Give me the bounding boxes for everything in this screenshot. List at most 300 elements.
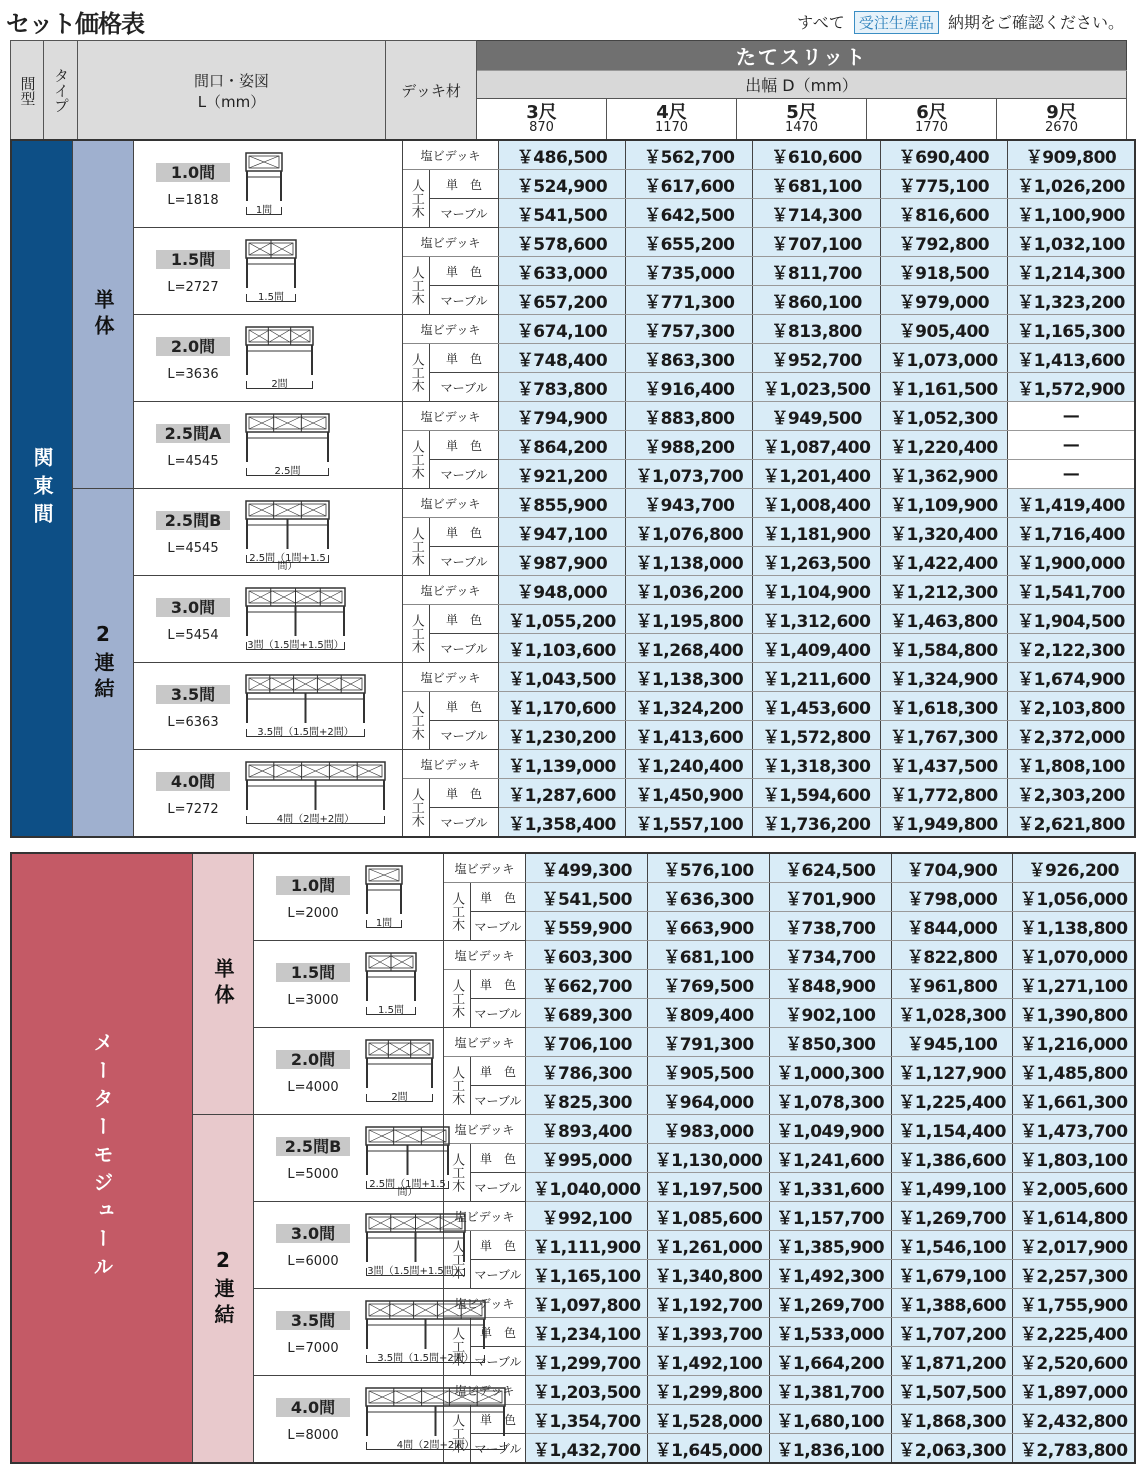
size-length: L=5454 <box>167 628 219 643</box>
section-label <box>11 853 193 1463</box>
jinkou-label <box>403 779 430 838</box>
price-cell: ￥1,052,300 <box>880 402 1007 431</box>
price-cell: ￥1,323,200 <box>1008 286 1135 315</box>
price-cell: ￥1,241,600 <box>769 1144 891 1173</box>
price-cell: ￥690,400 <box>880 140 1007 170</box>
price-cell: ￥578,600 <box>498 228 625 257</box>
jinkou-text: 人工木 <box>449 892 465 931</box>
price-cell: ￥1,473,700 <box>1013 1115 1135 1144</box>
price-cell: ￥617,600 <box>626 170 753 199</box>
price-cell: ￥1,354,700 <box>526 1405 648 1434</box>
price-cell: ￥791,300 <box>648 1028 770 1057</box>
price-cell: ￥1,211,600 <box>753 663 880 692</box>
price-cell: ￥813,800 <box>753 315 880 344</box>
price-cell: ￥1,240,400 <box>626 750 753 779</box>
size-name: 2.5間B <box>276 1137 350 1156</box>
price-cell: ￥642,500 <box>626 199 753 228</box>
price-cell: ￥1,139,000 <box>498 750 625 779</box>
marble-label: マーブル <box>430 808 499 838</box>
price-cell: ￥1,109,900 <box>880 489 1007 518</box>
price-cell: ￥949,500 <box>753 402 880 431</box>
tanshoku-label: 単 色 <box>470 1231 526 1260</box>
size-name: 3.5間 <box>276 1311 350 1330</box>
price-cell: ￥1,043,500 <box>498 663 625 692</box>
size-dimension: 2.5間 <box>246 468 329 476</box>
price-cell: ￥1,157,700 <box>769 1202 891 1231</box>
price-cell: ￥1,032,100 <box>1008 228 1135 257</box>
price-cell: ￥1,381,700 <box>769 1376 891 1405</box>
price-cell: ￥1,324,900 <box>880 663 1007 692</box>
size-dimension: 1.5間 <box>366 1007 416 1015</box>
jinkou-label <box>403 257 430 315</box>
price-cell: ￥636,300 <box>648 883 770 912</box>
jinkou-text: 人工木 <box>408 701 424 740</box>
price-cell: ￥988,200 <box>626 431 753 460</box>
price-cell: ￥1,161,500 <box>880 373 1007 402</box>
price-cell: ￥995,000 <box>526 1144 648 1173</box>
table-row <box>11 576 1135 605</box>
size-length: L=5000 <box>287 1167 339 1182</box>
price-cell: ￥603,300 <box>526 941 648 970</box>
price-cell: ￥1,078,300 <box>769 1086 891 1115</box>
price-cell: ￥1,900,000 <box>1008 547 1135 576</box>
size-length: L=3000 <box>287 993 339 1008</box>
price-cell: ￥735,000 <box>626 257 753 286</box>
price-cell: ￥1,049,900 <box>769 1115 891 1144</box>
price-cell: ￥1,664,200 <box>769 1347 891 1376</box>
tanshoku-label: 単 色 <box>430 170 499 199</box>
size-length: L=7272 <box>167 802 219 817</box>
size-length: L=6363 <box>167 715 219 730</box>
price-cell: ￥1,324,200 <box>626 692 753 721</box>
price-cell: ￥738,700 <box>769 912 891 941</box>
jinkou-text: 人工木 <box>408 527 424 566</box>
price-cell: ￥1,261,000 <box>648 1231 770 1260</box>
size-name: 1.5間 <box>276 963 350 982</box>
jinkou-text: 人工木 <box>449 1153 465 1192</box>
price-cell: ￥1,181,900 <box>753 518 880 547</box>
price-cell: ￥1,432,700 <box>526 1434 648 1464</box>
price-cell: ￥757,300 <box>626 315 753 344</box>
size-length: L=2727 <box>167 280 219 295</box>
pergola-diagram-icon <box>244 325 319 381</box>
pergola-diagram-icon <box>244 151 288 207</box>
price-cell: ￥905,500 <box>648 1057 770 1086</box>
size-dimension: 1.5間 <box>246 294 296 302</box>
price-cell: ￥1,485,800 <box>1013 1057 1135 1086</box>
price-cell: ￥909,800 <box>1008 140 1135 170</box>
tanshoku-label: 単 色 <box>430 431 499 460</box>
table-row <box>11 315 1135 344</box>
tanshoku-label: 単 色 <box>470 970 526 999</box>
price-cell: ￥559,900 <box>526 912 648 941</box>
price-cell: ￥1,572,800 <box>753 721 880 750</box>
table-row <box>11 853 1135 883</box>
price-cell: ￥1,492,100 <box>648 1347 770 1376</box>
price-cell: ￥2,103,800 <box>1008 692 1135 721</box>
price-cell: ￥624,500 <box>769 853 891 883</box>
deck-label: 塩ビデッキ <box>403 750 499 779</box>
price-cell: ￥1,299,700 <box>526 1347 648 1376</box>
header-depth: 出幅 D（mm） <box>477 71 1127 99</box>
price-cell: ￥1,803,100 <box>1013 1144 1135 1173</box>
price-cell: ￥1,437,500 <box>880 750 1007 779</box>
pergola-diagram-icon <box>244 586 351 642</box>
note-prefix: すべて <box>797 13 845 32</box>
size-cell <box>254 1115 444 1202</box>
price-cell: ￥748,400 <box>498 344 625 373</box>
marble-label: マーブル <box>430 199 499 228</box>
price-cell: ￥681,100 <box>648 941 770 970</box>
price-cell: ￥2,520,600 <box>1013 1347 1135 1376</box>
price-cell: ￥918,500 <box>880 257 1007 286</box>
price-cell: ￥1,097,800 <box>526 1289 648 1318</box>
table-row <box>11 663 1135 692</box>
order-note <box>797 10 1124 34</box>
price-cell: ￥541,500 <box>526 883 648 912</box>
price-cell: ￥681,100 <box>753 170 880 199</box>
price-cell: ￥486,500 <box>498 140 625 170</box>
price-cell: ￥541,500 <box>498 199 625 228</box>
size-name: 2.5間B <box>156 511 230 530</box>
price-cell: ￥1,130,000 <box>648 1144 770 1173</box>
price-cell: ￥1,808,100 <box>1008 750 1135 779</box>
pergola-diagram-icon <box>364 1038 439 1094</box>
size-cell <box>254 941 444 1028</box>
jinkou-text: 人工木 <box>408 614 424 653</box>
price-cell: ￥1,085,600 <box>648 1202 770 1231</box>
price-cell: ￥562,700 <box>626 140 753 170</box>
size-cell <box>254 853 444 941</box>
size-length: L=8000 <box>287 1428 339 1443</box>
type-label-text: 2連結 <box>211 1247 235 1330</box>
tanshoku-label: 単 色 <box>430 692 499 721</box>
price-cell: ￥916,400 <box>626 373 753 402</box>
price-cell: ￥1,362,900 <box>880 460 1007 489</box>
size-name: 3.0間 <box>156 598 230 617</box>
tanshoku-label: 単 色 <box>430 605 499 634</box>
pergola-diagram-icon <box>244 499 335 555</box>
price-cell: ￥2,122,300 <box>1008 634 1135 663</box>
price-cell: ￥1,546,100 <box>891 1231 1013 1260</box>
price-cell: ￥1,087,400 <box>753 431 880 460</box>
price-cell: ￥792,800 <box>880 228 1007 257</box>
tanshoku-label: 単 色 <box>470 1144 526 1173</box>
marble-label: マーブル <box>470 1347 526 1376</box>
section-label-text: メーターモジュール <box>90 1032 114 1284</box>
deck-label: 塩ビデッキ <box>443 1115 526 1144</box>
price-cell: ￥964,000 <box>648 1086 770 1115</box>
price-cell: ￥775,100 <box>880 170 1007 199</box>
price-cell: ￥707,100 <box>753 228 880 257</box>
price-cell: ￥1,056,000 <box>1013 883 1135 912</box>
price-cell: ￥850,300 <box>769 1028 891 1057</box>
price-cell: ￥1,008,400 <box>753 489 880 518</box>
price-cell: ￥816,600 <box>880 199 1007 228</box>
size-dimension: 1間 <box>246 207 282 215</box>
size-dimension: 3間（1.5間+1.5間） <box>247 640 344 651</box>
deck-label: 塩ビデッキ <box>443 1376 526 1405</box>
tanshoku-label: 単 色 <box>430 518 499 547</box>
type-label <box>193 1115 254 1464</box>
size-cell <box>134 402 403 489</box>
marble-label: マーブル <box>470 912 526 941</box>
price-cell: ￥662,700 <box>526 970 648 999</box>
price-cell: ￥1,528,000 <box>648 1405 770 1434</box>
price-cell: ￥952,700 <box>753 344 880 373</box>
price-cell: ￥905,400 <box>880 315 1007 344</box>
price-cell: ￥610,600 <box>753 140 880 170</box>
price-cell: ￥1,331,600 <box>769 1173 891 1202</box>
price-cell: ￥734,700 <box>769 941 891 970</box>
price-cell: ￥1,220,400 <box>880 431 1007 460</box>
price-cell: ￥1,138,800 <box>1013 912 1135 941</box>
header-column-3: 6尺 1770 <box>867 99 997 141</box>
size-name: 2.0間 <box>276 1050 350 1069</box>
size-name: 1.0間 <box>156 163 230 182</box>
price-cell: ￥983,000 <box>648 1115 770 1144</box>
price-cell: ￥1,736,200 <box>753 808 880 838</box>
deck-label: 塩ビデッキ <box>443 853 526 883</box>
deck-label: 塩ビデッキ <box>403 228 499 257</box>
price-cell: ￥1,269,700 <box>769 1289 891 1318</box>
price-cell: ￥2,372,000 <box>1008 721 1135 750</box>
price-cell: ￥1,772,800 <box>880 779 1007 808</box>
price-cell: ￥706,100 <box>526 1028 648 1057</box>
jinkou-label <box>403 431 430 489</box>
price-cell: ￥689,300 <box>526 999 648 1028</box>
type-label <box>73 489 134 838</box>
jinkou-label <box>403 518 430 576</box>
price-cell: ￥1,138,300 <box>626 663 753 692</box>
price-cell: ￥1,645,000 <box>648 1434 770 1464</box>
header-type: タイプ <box>44 41 78 141</box>
price-cell: ￥825,300 <box>526 1086 648 1115</box>
price-cell: ￥1,271,100 <box>1013 970 1135 999</box>
size-dimension: 2間 <box>366 1094 433 1102</box>
size-dimension: 2.5間（1間+1.5間） <box>366 1181 449 1189</box>
price-cell: ￥1,036,200 <box>626 576 753 605</box>
pergola-diagram-icon <box>364 864 408 920</box>
header-size: 間口・姿図 L（mm） <box>78 41 386 141</box>
price-cell: ￥786,300 <box>526 1057 648 1086</box>
jinkou-label <box>403 605 430 663</box>
size-name: 3.0間 <box>276 1224 350 1243</box>
price-cell: ￥943,700 <box>626 489 753 518</box>
price-cell: ￥1,419,400 <box>1008 489 1135 518</box>
price-cell: ￥1,614,800 <box>1013 1202 1135 1231</box>
price-cell: ￥1,716,400 <box>1008 518 1135 547</box>
price-cell: ￥1,203,500 <box>526 1376 648 1405</box>
price-cell: ￥1,557,100 <box>626 808 753 838</box>
price-cell: ￥1,618,300 <box>880 692 1007 721</box>
size-dimension: 3.5間（1.5間+2間） <box>366 1355 485 1363</box>
size-cell <box>134 140 403 228</box>
price-cell: ￥822,800 <box>891 941 1013 970</box>
price-cell: ￥893,400 <box>526 1115 648 1144</box>
price-cell: ￥524,900 <box>498 170 625 199</box>
price-cell: ￥1,312,600 <box>753 605 880 634</box>
price-cell: ￥1,868,300 <box>891 1405 1013 1434</box>
pergola-diagram-icon <box>244 238 302 294</box>
price-cell: ￥1,584,800 <box>880 634 1007 663</box>
price-cell: ￥657,200 <box>498 286 625 315</box>
price-cell: ￥1,299,800 <box>648 1376 770 1405</box>
price-cell: ￥1,755,900 <box>1013 1289 1135 1318</box>
price-cell: ￥855,900 <box>498 489 625 518</box>
price-cell: ￥1,572,900 <box>1008 373 1135 402</box>
type-label <box>193 853 254 1115</box>
price-cell: ￥771,300 <box>626 286 753 315</box>
price-cell: ￥1,216,000 <box>1013 1028 1135 1057</box>
size-name: 4.0間 <box>276 1398 350 1417</box>
size-dimension: 3間（1.5間+1.5間） <box>367 1266 464 1277</box>
tanshoku-label: 単 色 <box>430 344 499 373</box>
header-column-2: 5尺 1470 <box>737 99 867 141</box>
header-deck: デッキ材 <box>386 41 477 141</box>
size-dimension: 4間（2間+2間） <box>366 1442 505 1450</box>
price-cell: ￥1,197,500 <box>648 1173 770 1202</box>
price-cell: ￥1,463,800 <box>880 605 1007 634</box>
price-cell: ￥2,621,800 <box>1008 808 1135 838</box>
price-cell: ￥798,000 <box>891 883 1013 912</box>
price-cell: ￥1,413,600 <box>626 721 753 750</box>
price-cell: ￥1,949,800 <box>880 808 1007 838</box>
size-name: 2.0間 <box>156 337 230 356</box>
price-cell: ￥1,386,600 <box>891 1144 1013 1173</box>
jinkou-text: 人工木 <box>449 979 465 1018</box>
price-cell: ￥1,201,400 <box>753 460 880 489</box>
price-cell: ￥1,385,900 <box>769 1231 891 1260</box>
header-product: たてスリット <box>477 41 1127 71</box>
jinkou-text: 人工木 <box>408 788 424 827</box>
price-cell: ￥1,390,800 <box>1013 999 1135 1028</box>
type-label-text: 単体 <box>91 288 115 341</box>
table-row <box>11 489 1135 518</box>
table-row <box>11 750 1135 779</box>
price-cell: — <box>1008 402 1135 431</box>
size-length: L=4000 <box>287 1080 339 1095</box>
note-suffix: 納期をご確認ください。 <box>947 13 1124 32</box>
jinkou-label <box>403 170 430 228</box>
price-cell: ￥704,900 <box>891 853 1013 883</box>
price-cell: ￥1,127,900 <box>891 1057 1013 1086</box>
price-cell: ￥2,017,900 <box>1013 1231 1135 1260</box>
price-cell: ￥1,707,200 <box>891 1318 1013 1347</box>
price-cell: ￥992,100 <box>526 1202 648 1231</box>
price-cell: ￥926,200 <box>1013 853 1135 883</box>
section-label-text: 関東間 <box>30 446 54 531</box>
page-title: セット価格表 <box>6 10 144 38</box>
price-cell: ￥863,300 <box>626 344 753 373</box>
price-cell: ￥1,076,800 <box>626 518 753 547</box>
price-cell: ￥979,000 <box>880 286 1007 315</box>
price-cell: ￥1,904,500 <box>1008 605 1135 634</box>
size-cell <box>134 576 403 663</box>
price-cell: ￥1,594,600 <box>753 779 880 808</box>
marble-label: マーブル <box>430 547 499 576</box>
size-dimension: 2間 <box>246 381 313 389</box>
price-cell: ￥1,234,100 <box>526 1318 648 1347</box>
price-cell: ￥1,165,300 <box>1008 315 1135 344</box>
marble-label: マーブル <box>470 1260 526 1289</box>
price-cell: ￥1,195,800 <box>626 605 753 634</box>
tanshoku-label: 単 色 <box>470 1405 526 1434</box>
size-dimension: 2.5間（1間+1.5間） <box>246 555 329 563</box>
price-cell: ￥674,100 <box>498 315 625 344</box>
deck-label: 塩ビデッキ <box>443 1028 526 1057</box>
marble-label: マーブル <box>430 286 499 315</box>
price-cell: ￥1,230,200 <box>498 721 625 750</box>
price-cell: ￥1,023,500 <box>753 373 880 402</box>
price-cell: ￥1,154,400 <box>891 1115 1013 1144</box>
section-label <box>11 140 73 837</box>
size-cell <box>254 1028 444 1115</box>
price-cell: ￥714,300 <box>753 199 880 228</box>
pergola-diagram-icon <box>244 673 371 729</box>
size-length: L=7000 <box>287 1341 339 1356</box>
price-cell: ￥663,900 <box>648 912 770 941</box>
jinkou-text: 人工木 <box>449 1240 465 1279</box>
price-cell: ￥2,225,400 <box>1013 1318 1135 1347</box>
price-table-header <box>10 40 1127 141</box>
jinkou-text: 人工木 <box>449 1066 465 1105</box>
section-meter-module <box>10 852 1136 1464</box>
price-cell: ￥1,103,600 <box>498 634 625 663</box>
price-cell: ￥1,388,600 <box>891 1289 1013 1318</box>
deck-label: 塩ビデッキ <box>403 663 499 692</box>
pergola-diagram-icon <box>364 1386 511 1442</box>
price-cell: ￥1,028,300 <box>891 999 1013 1028</box>
jinkou-label <box>443 1057 470 1115</box>
section-kanto <box>10 139 1136 838</box>
jinkou-text: 人工木 <box>408 440 424 479</box>
price-cell: ￥1,836,100 <box>769 1434 891 1464</box>
tanshoku-label: 単 色 <box>430 779 499 808</box>
type-label-text: 2連結 <box>91 621 115 704</box>
price-cell: ￥2,063,300 <box>891 1434 1013 1464</box>
price-cell: ￥947,100 <box>498 518 625 547</box>
tanshoku-label: 単 色 <box>470 1057 526 1086</box>
price-cell: ￥1,661,300 <box>1013 1086 1135 1115</box>
size-length: L=2000 <box>287 906 339 921</box>
price-cell: ￥1,320,400 <box>880 518 1007 547</box>
price-cell: ￥945,100 <box>891 1028 1013 1057</box>
price-cell: ￥701,900 <box>769 883 891 912</box>
made-to-order-badge: 受注生産品 <box>854 11 939 34</box>
price-cell: ￥783,800 <box>498 373 625 402</box>
price-cell: ￥1,450,900 <box>626 779 753 808</box>
jinkou-text: 人工木 <box>449 1327 465 1366</box>
pergola-diagram-icon <box>244 412 335 468</box>
price-cell: ￥1,680,100 <box>769 1405 891 1434</box>
type-label-text: 単体 <box>211 958 235 1010</box>
size-name: 4.0間 <box>156 772 230 791</box>
pergola-diagram-icon <box>364 951 422 1007</box>
price-cell: ￥809,400 <box>648 999 770 1028</box>
price-cell: ￥1,111,900 <box>526 1231 648 1260</box>
deck-label: 塩ビデッキ <box>403 140 499 170</box>
pergola-diagram-icon <box>364 1299 491 1355</box>
marble-label: マーブル <box>470 1086 526 1115</box>
price-cell: ￥1,492,300 <box>769 1260 891 1289</box>
deck-label: 塩ビデッキ <box>403 576 499 605</box>
price-cell: ￥1,340,800 <box>648 1260 770 1289</box>
price-cell: — <box>1008 460 1135 489</box>
header-column-1: 4尺 1170 <box>607 99 737 141</box>
size-dimension: 1間 <box>366 920 402 928</box>
price-cell: ￥1,192,700 <box>648 1289 770 1318</box>
